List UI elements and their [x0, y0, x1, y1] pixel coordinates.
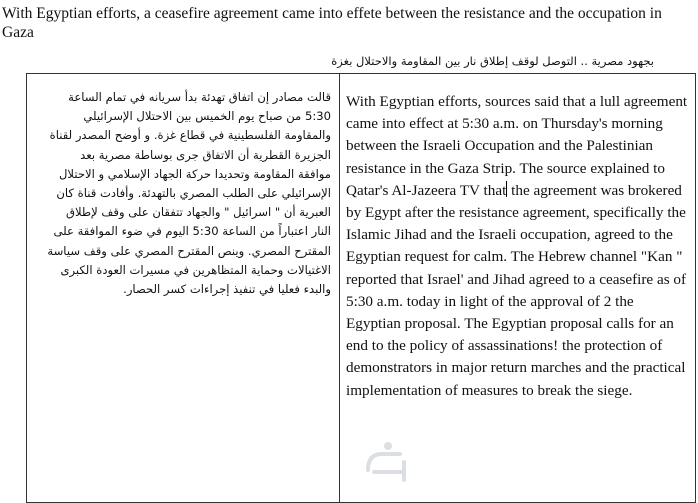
arabic-subtitle: بجهود مصرية .. التوصل لوقف إطلاق نار بين المقاومة والاحتلال بغزة: [331, 54, 654, 68]
english-text-part-2: the agreement was brokered by Egypt after the resistance agreement, specifically the Islamic Jihad and the Israeli occupation, agreed to the Egyptian request for calm. The Hebrew channel "Kan " reported that Israel' and Jihad agreed to a ceasefire as of 5:30 a.m. today in light of the approval of 2 the Egyptian proposal. The Egyptian proposal calls for an end to the policy of assassinations! the protection of demonstrators in major return marches and the practical implementation of measures to break the siege.: [346, 181, 687, 399]
english-paragraph[interactable]: [340, 74, 695, 402]
english-text-part-1: With Egyptian efforts, sources said that a lull agreement came into effect at 5:30 a.m. on Thursday's morning between the Israeli Occupation and the Palestinian resistance in the Gaza Strip. The source explained to Qatar's Al-Jazeera TV that: [346, 93, 688, 199]
arabic-paragraph: قالت مصادر إن اتفاق تهدئة بدأ سريانه في تمام الساعة 5:30 من صباح يوم الخميس بين الاحتلال الإسرائيلي والمقاومة الفلسطينية في قطاع غزة. و أوضح المصدر لقناة الجزيرة القطرية أن الاتفاق جرى بوساطة مصرية بعد موافقة المقاومة وتحديدا حركة الجهاد الإسلامي و الاحتلال الإسرائيلي على الطلب المصري بالتهدئة. وأفادت قناة كان العبرية أن " اسرائيل " والجهاد تتفقان على وقف لإطلاق النار اعتباراً من الساعة 5:30 اليوم في ضوء الموافقة على المقترح المصري. وينص المقترح المصري على وقف سياسة الاغتيالات وحماية المتظاهرين في مسيرات العودة الكبرى والبدء فعليا في تنفيذ إجراءات كسر الحصار.: [47, 90, 331, 297]
translation-table: [26, 73, 696, 503]
document-title: With Egyptian efforts, a ceasefire agreement came into effete between the resistance and the occupation in Gaza: [2, 5, 662, 41]
arabic-column: [27, 74, 340, 502]
english-column[interactable]: [340, 74, 695, 502]
